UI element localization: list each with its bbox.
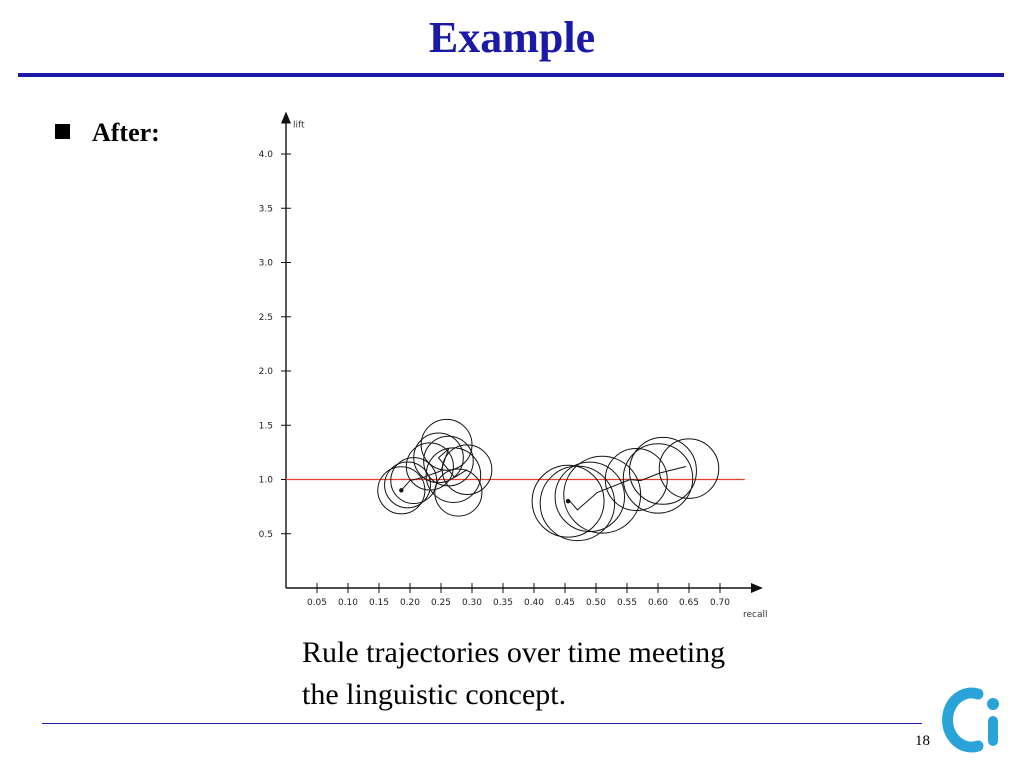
x-tick-label: 0.20	[399, 598, 421, 608]
x-tick-label: 0.50	[585, 598, 607, 608]
caption-line-2: the linguistic concept.	[302, 678, 567, 711]
trajectory-circle	[564, 456, 641, 533]
x-tick-label: 0.15	[368, 598, 390, 608]
y-axis-arrow-icon	[281, 111, 291, 123]
trajectory-circle	[659, 439, 719, 499]
trajectory-circle	[629, 437, 696, 504]
x-tick-label: 0.70	[709, 598, 731, 608]
footer-divider	[42, 723, 922, 724]
y-tick-label: 0.5	[258, 529, 273, 540]
x-tick-label: 0.25	[430, 598, 452, 608]
x-tick-label: 0.45	[554, 598, 576, 608]
bullet-text: After:	[92, 118, 160, 147]
figure-caption	[302, 632, 862, 716]
x-tick-label: 0.05	[306, 598, 328, 608]
y-tick-label: 3.0	[258, 258, 273, 269]
x-tick-label: 0.60	[647, 598, 669, 608]
x-tick-label: 0.35	[492, 598, 514, 608]
y-tick-label: 4.0	[258, 150, 273, 160]
trajectory-start-point	[399, 488, 403, 492]
title-divider	[18, 73, 1004, 77]
trajectory-chart	[238, 108, 778, 628]
trajectory-path	[568, 466, 686, 509]
x-axis-arrow-icon	[751, 583, 763, 593]
x-tick-label: 0.30	[461, 598, 483, 608]
x-axis-label: recall	[743, 610, 768, 620]
y-tick-label: 2.0	[258, 367, 273, 377]
x-tick-label: 0.65	[678, 598, 700, 608]
x-tick-label: 0.55	[616, 598, 638, 608]
page-number: 18	[915, 733, 930, 749]
y-tick-label: 1.5	[258, 421, 273, 432]
x-tick-label: 0.10	[337, 598, 359, 608]
y-axis-label: lift	[293, 120, 305, 131]
slide-title: Example	[428, 13, 596, 62]
y-tick-label: 2.5	[258, 312, 273, 323]
bullet-square-icon	[55, 124, 70, 139]
y-tick-label: 3.5	[258, 204, 273, 215]
caption-line-1: Rule trajectories over time meeting	[302, 636, 726, 669]
x-tick-label: 0.40	[523, 598, 545, 608]
trajectory-start-point	[566, 499, 570, 503]
ci-logo-icon	[938, 680, 1012, 756]
y-tick-label: 1.0	[258, 475, 273, 486]
